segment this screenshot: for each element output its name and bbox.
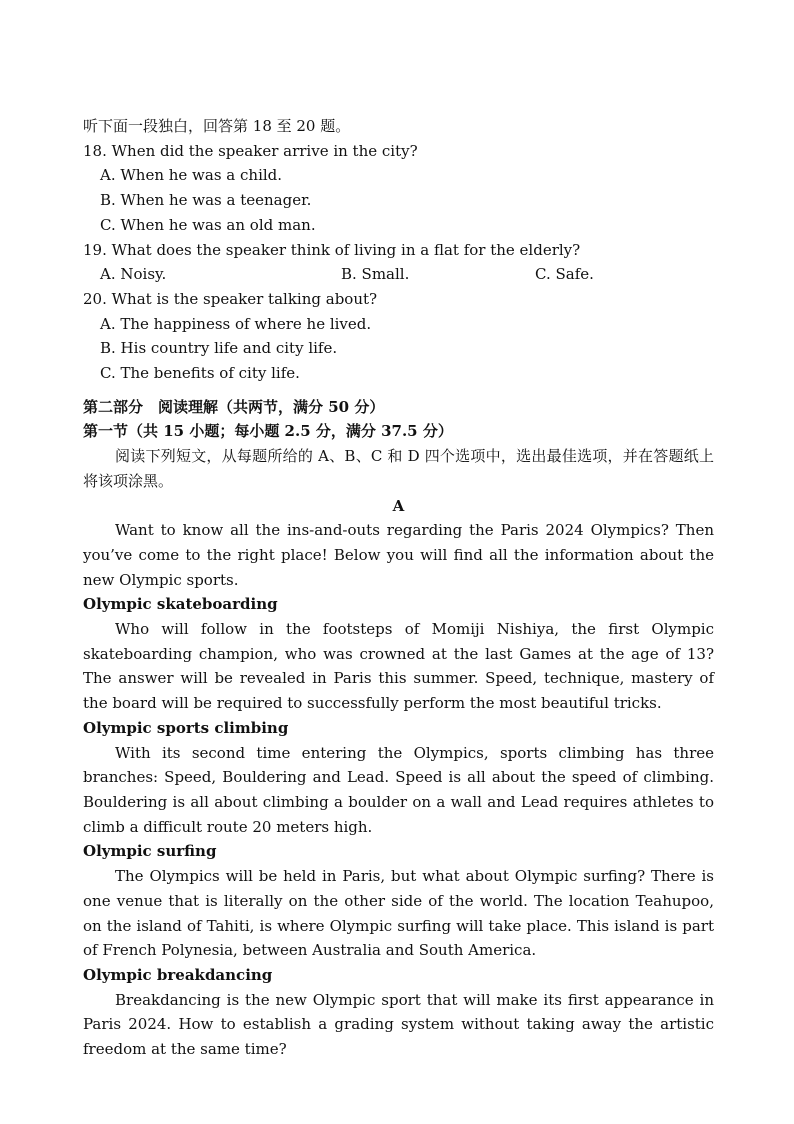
question-18 [83,139,714,238]
section-text-climbing: With its second time entering the Olympics, sports climbing has three branches: Speed, Bouldering and Lead. Speed is all about the speed of climbing. Bouldering is all about climbing a boulder on a wall and Lead requires athletes to climb a difficult route 20 meters high. [83,743,714,836]
section-title: 第一节（共 15 小题；每小题 2.5 分，满分 37.5 分） [83,422,453,441]
passage-intro: Want to know all the ins-and-outs regarding the Paris 2024 Olympics? Then you’ve come to the right place! Below you will find all the information about the new Olympic sports. [83,521,714,589]
option-c: C. Safe. [535,265,594,284]
section-heading-surfing: Olympic surfing [83,842,217,861]
question-19 [83,238,714,287]
section-text-surfing: The Olympics will be held in Paris, but what about Olympic surfing? There is one venue that is literally on the other side of the world. The location Teahupoo, on the island of Tahiti, is where Olympic surfing will take place. This island is part of French Polynesia, between Australia and South America. [83,867,714,960]
page-content [83,114,714,1062]
section-heading-climbing: Olympic sports climbing [83,718,289,737]
option-b: B. Small. [341,265,410,284]
reading-directions: 阅读下列短文，从每题所给的 A、B、C 和 D 四个选项中，选出最佳选项，并在答题纸上将该项涂黑。 [83,447,714,490]
section-heading-skateboarding: Olympic skateboarding [83,595,278,614]
passage-label: A [392,496,405,515]
part-title: 第二部分 阅读理解（共两节，满分 50 分） [83,397,385,416]
option-c: C. When he was an old man. [100,215,316,234]
option-b: B. His country life and city life. [100,339,338,358]
option-b: B. When he was a teenager. [100,191,312,210]
option-c: C. The benefits of city life. [100,364,300,383]
section-heading-breakdancing: Olympic breakdancing [83,965,273,984]
section-text-breakdancing: Breakdancing is the new Olympic sport that will make its first appearance in Paris 2024. How to establish a grading system without taking away the artistic freedom at the same time? [83,990,714,1059]
option-a: A. When he was a child. [100,166,283,185]
option-a: A. Noisy. [100,265,167,284]
listening-instruction: 听下面一段独白，回答第 18 至 20 题。 [83,117,351,135]
question-stem: 19. What does the speaker think of living in a flat for the elderly? [83,240,581,259]
question-stem: 18. When did the speaker arrive in the city? [83,141,418,160]
question-20 [83,287,714,386]
section-text-skateboarding: Who will follow in the footsteps of Momiji Nishiya, the first Olympic skateboarding champion, who was crowned at the last Games at the age of 13? The answer will be revealed in Paris this summer. Speed, technique, mastery of the board will be required to successfully perform the most beautiful tricks. [83,620,714,713]
option-row [83,262,714,287]
option-a: A. The happiness of where he lived. [100,314,372,333]
question-stem: 20. What is the speaker talking about? [83,289,378,308]
